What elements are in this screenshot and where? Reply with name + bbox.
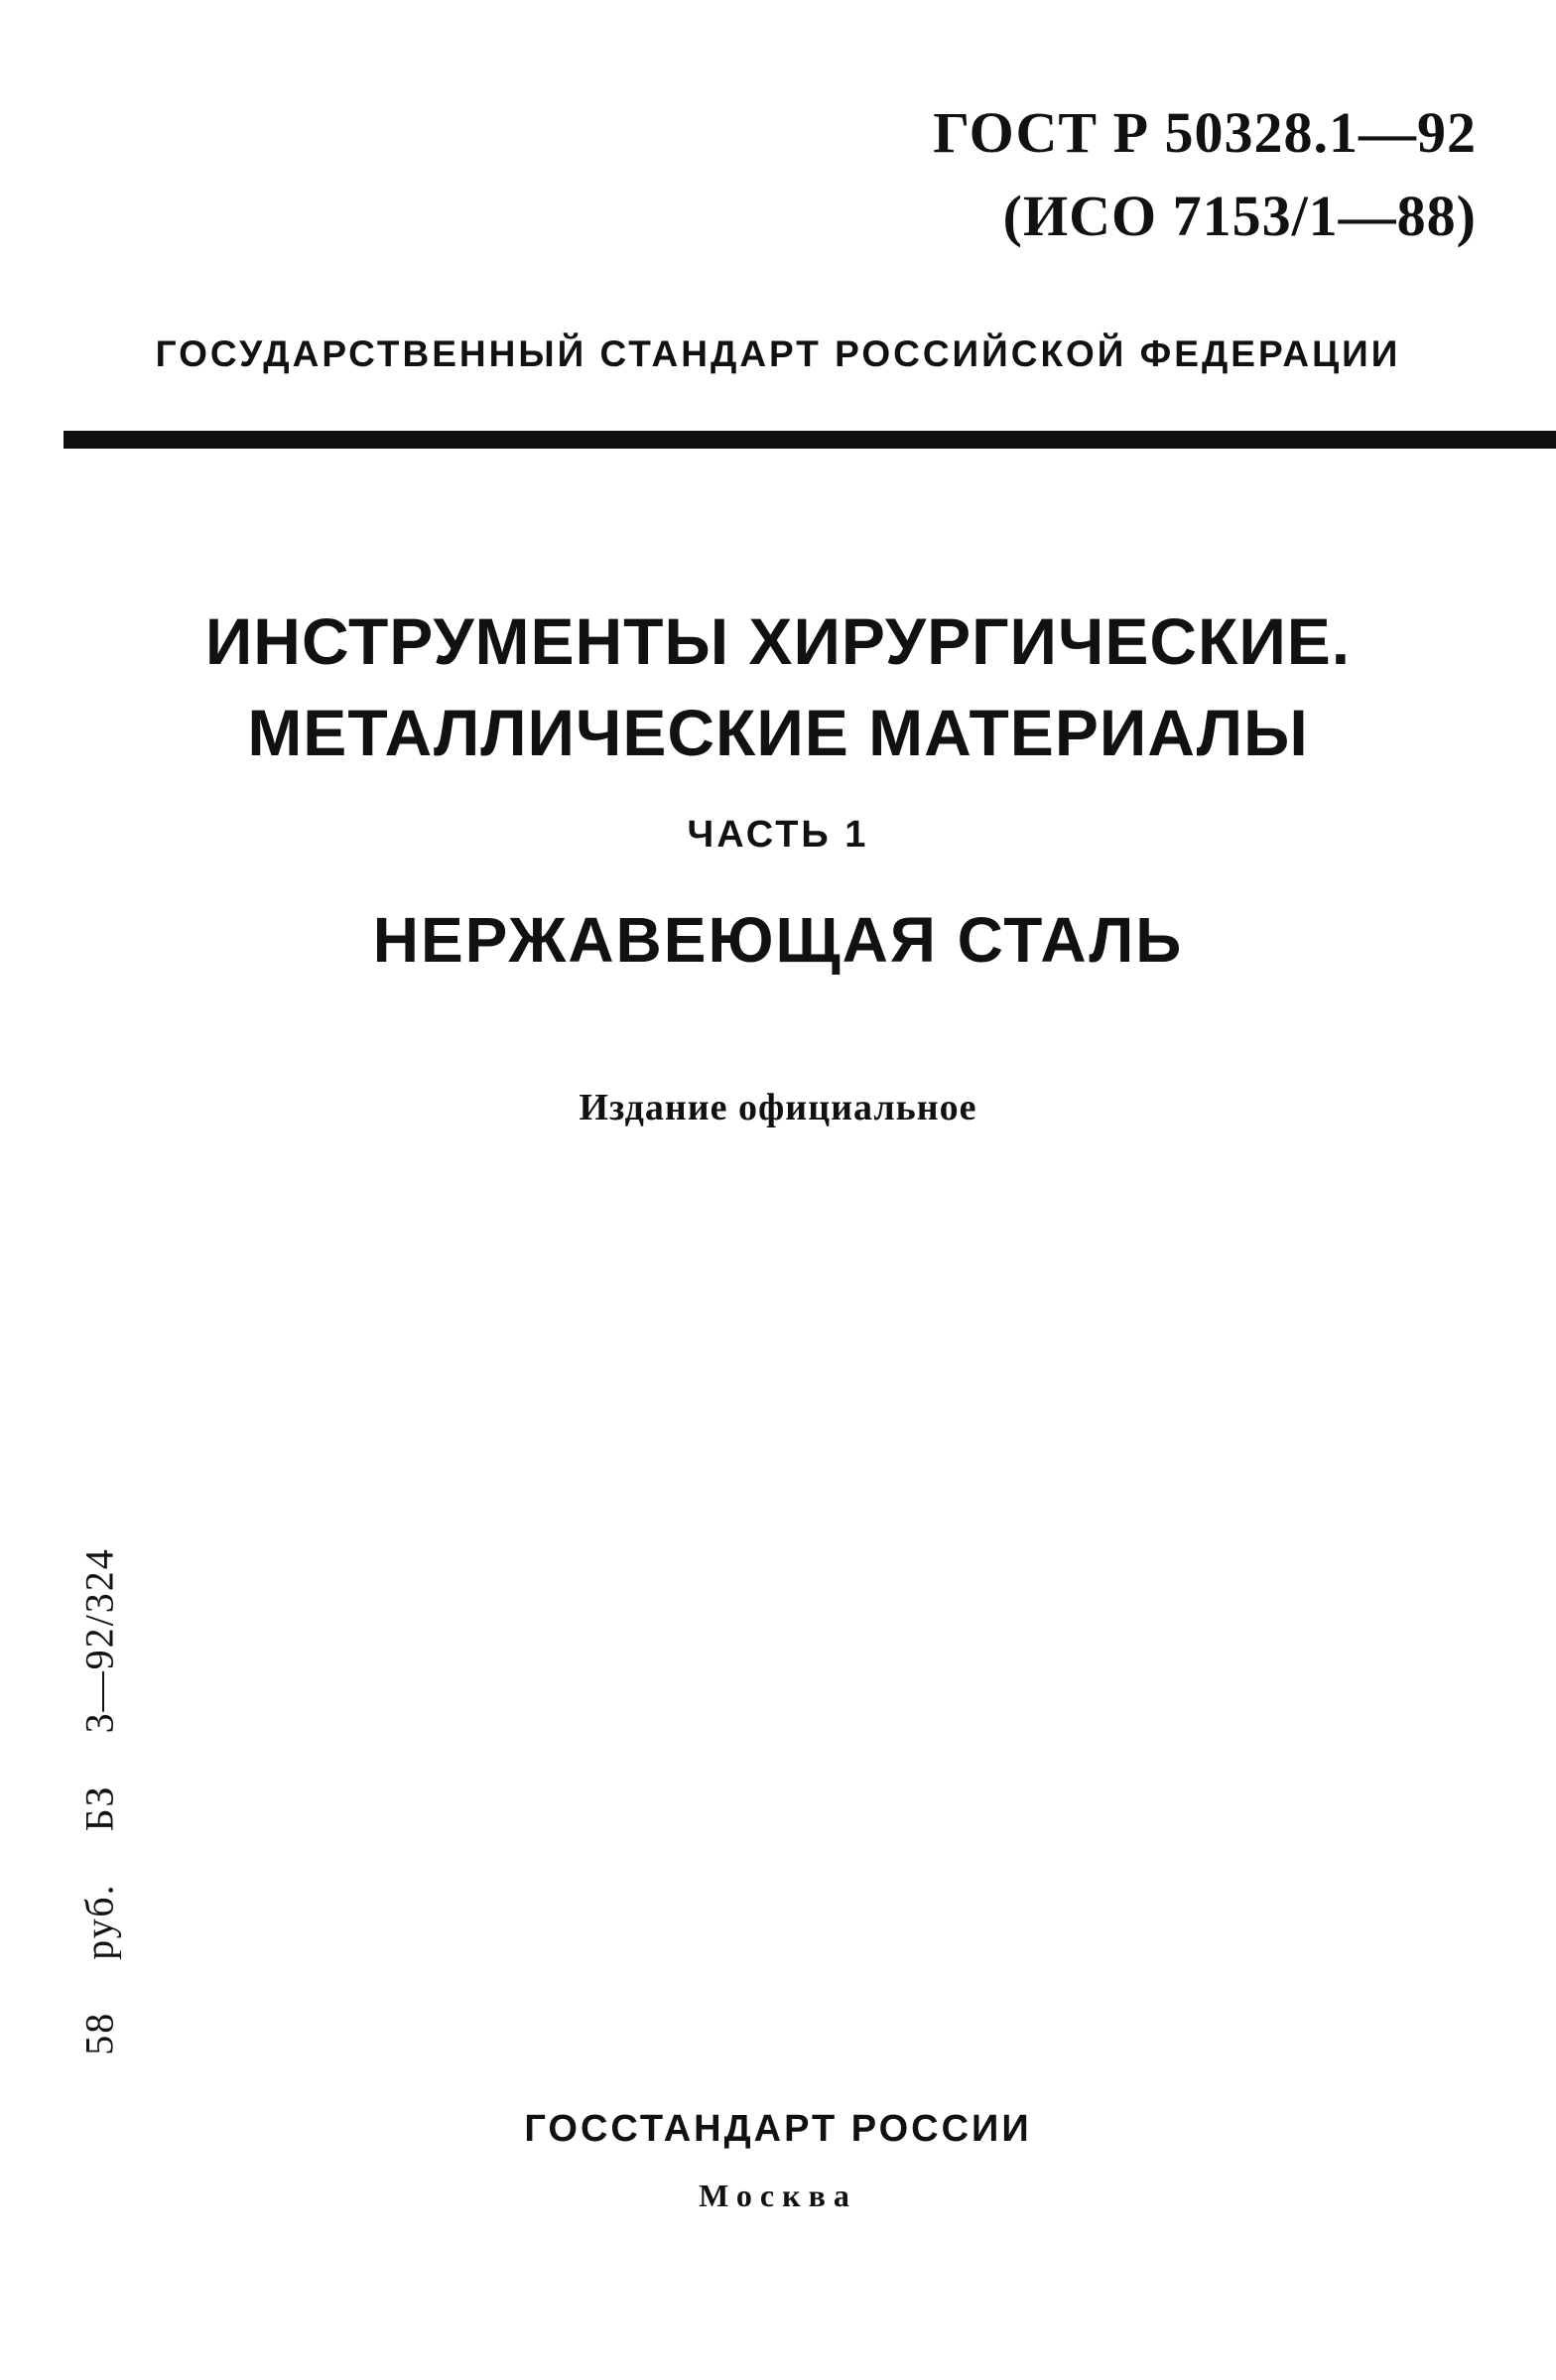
state-standard-heading: ГОСУДАРСТВЕННЫЙ СТАНДАРТ РОССИЙСКОЙ ФЕДЕРАЦИИ <box>155 333 1401 374</box>
side-note-text: 58 руб. БЗ 3—92/324 <box>76 1547 122 2055</box>
edition-label: Издание официальное <box>579 1087 977 1128</box>
side-note <box>69 1543 129 2059</box>
standard-number-block <box>933 91 1477 258</box>
title-line-1: ИНСТРУМЕНТЫ ХИРУРГИЧЕСКИЕ. <box>204 604 1352 678</box>
publisher: ГОССТАНДАРТ РОССИИ <box>524 2108 1032 2150</box>
document-title <box>0 595 1556 778</box>
iso-number: (ИСО 7153/1—88) <box>1002 184 1477 248</box>
title-line-2: МЕТАЛЛИЧЕСКИЕ МАТЕРИАЛЫ <box>247 696 1309 769</box>
header-rule <box>64 431 1556 449</box>
standard-number: ГОСТ Р 50328.1—92 <box>933 100 1477 165</box>
document-subtitle: НЕРЖАВЕЮЩАЯ СТАЛЬ <box>372 904 1184 976</box>
publication-city: Москва <box>699 2178 857 2213</box>
part-label: ЧАСТЬ 1 <box>687 814 869 856</box>
